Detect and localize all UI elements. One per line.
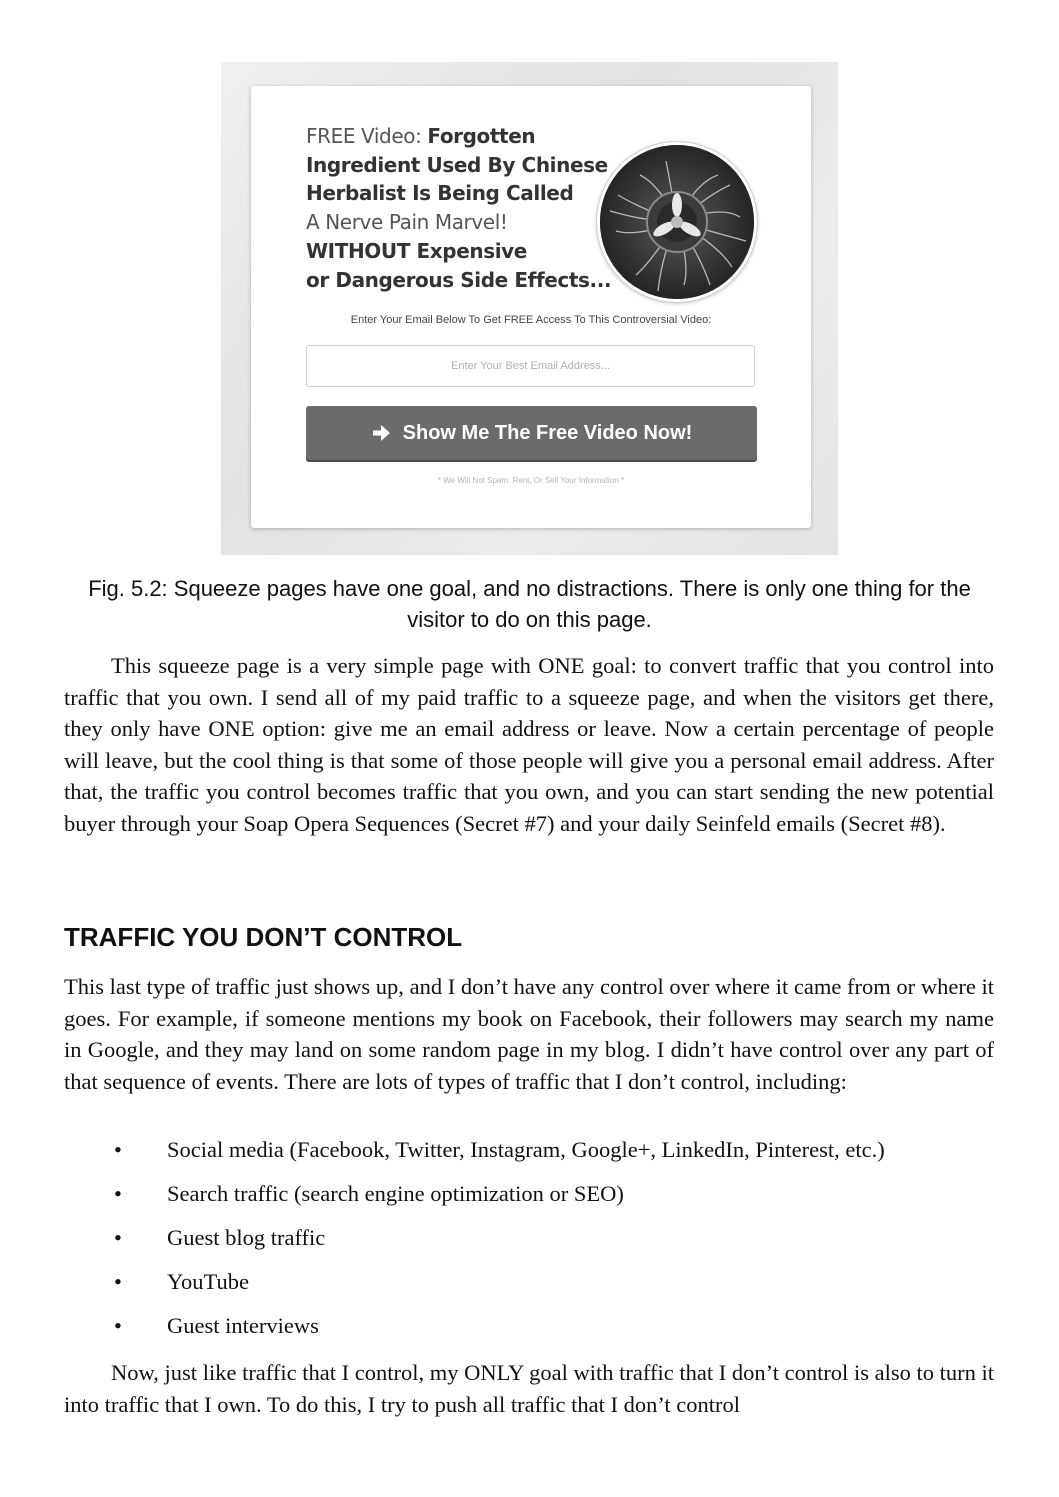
list-item: • Search traffic (search engine optimization or SEO) bbox=[64, 1178, 994, 1222]
list-item: • Guest blog traffic bbox=[64, 1222, 994, 1266]
squeeze-page-figure bbox=[221, 62, 838, 555]
bullet-marker: • bbox=[114, 1313, 122, 1338]
passion-flower-photo bbox=[597, 142, 757, 302]
bullet-marker: • bbox=[114, 1181, 122, 1206]
list-item: • YouTube bbox=[64, 1266, 994, 1310]
list-item: • Social media (Facebook, Twitter, Instagram, Google+, LinkedIn, Pinterest, etc.) bbox=[64, 1134, 994, 1178]
headline-line: Herbalist Is Being Called bbox=[306, 181, 574, 206]
headline-line: WITHOUT Expensive bbox=[306, 238, 527, 263]
optin-headline bbox=[306, 122, 636, 294]
section-heading: TRAFFIC YOU DON’T CONTROL bbox=[64, 922, 463, 952]
headline-line: A Nerve Pain Marvel! bbox=[306, 210, 508, 235]
optin-card bbox=[251, 86, 811, 528]
button-label: Show Me The Free Video Now! bbox=[402, 421, 693, 444]
figure-caption: Fig. 5.2: Squeeze pages have one goal, and no distractions. There is only one thing for the visitor to do on this page. bbox=[88, 576, 971, 632]
bullet-marker: • bbox=[114, 1225, 122, 1250]
headline-line: FREE Video: Forgotten bbox=[306, 124, 536, 148]
flower-image bbox=[600, 145, 754, 299]
traffic-types-list bbox=[64, 1134, 994, 1354]
arrow-right-icon bbox=[371, 424, 391, 442]
headline-line: or Dangerous Side Effects... bbox=[306, 267, 612, 292]
list-item: • Guest interviews bbox=[64, 1310, 994, 1354]
privacy-disclaimer: * We Will Not Spam, Rent, Or Sell Your Information * bbox=[437, 476, 625, 485]
body-paragraph: This last type of traffic just shows up, and I don’t have any control over where it came from or where it goes. For example, if someone mentions my book on Facebook, their followers may search my name in Google, and they may land on some random page in my blog. I didn’t have control over any part of that sequence of events. There are lots of types of traffic that I don’t control, including: bbox=[64, 974, 994, 1094]
body-paragraph: This squeeze page is a very simple page with ONE goal: to convert traffic that you control into traffic that you own. I send all of my paid traffic to a squeeze page, and when the visitors get there, they only have ONE option: give me an email address or leave. Now a certain percentage of people will leave, but the cool thing is that some of those people will give you a personal email address. After that, the traffic you control becomes traffic that you own, and you can start sending the new potential buyer through your Soap Opera Sequences (Secret #7) and your daily Seinfeld emails (Secret #8). bbox=[64, 653, 994, 836]
headline-line: Ingredient Used By Chinese bbox=[306, 152, 608, 177]
bullet-marker: • bbox=[114, 1269, 122, 1294]
body-paragraph: Now, just like traffic that I control, my ONLY goal with traffic that I don’t control is also to turn it into traffic that I own. To do this, I try to push all traffic that I don’t control bbox=[64, 1360, 994, 1417]
show-video-button[interactable] bbox=[306, 406, 757, 460]
email-input[interactable] bbox=[306, 345, 755, 387]
bullet-marker: • bbox=[114, 1137, 122, 1162]
email-instruction: Enter Your Email Below To Get FREE Access To This Controversial Video: bbox=[350, 314, 712, 326]
